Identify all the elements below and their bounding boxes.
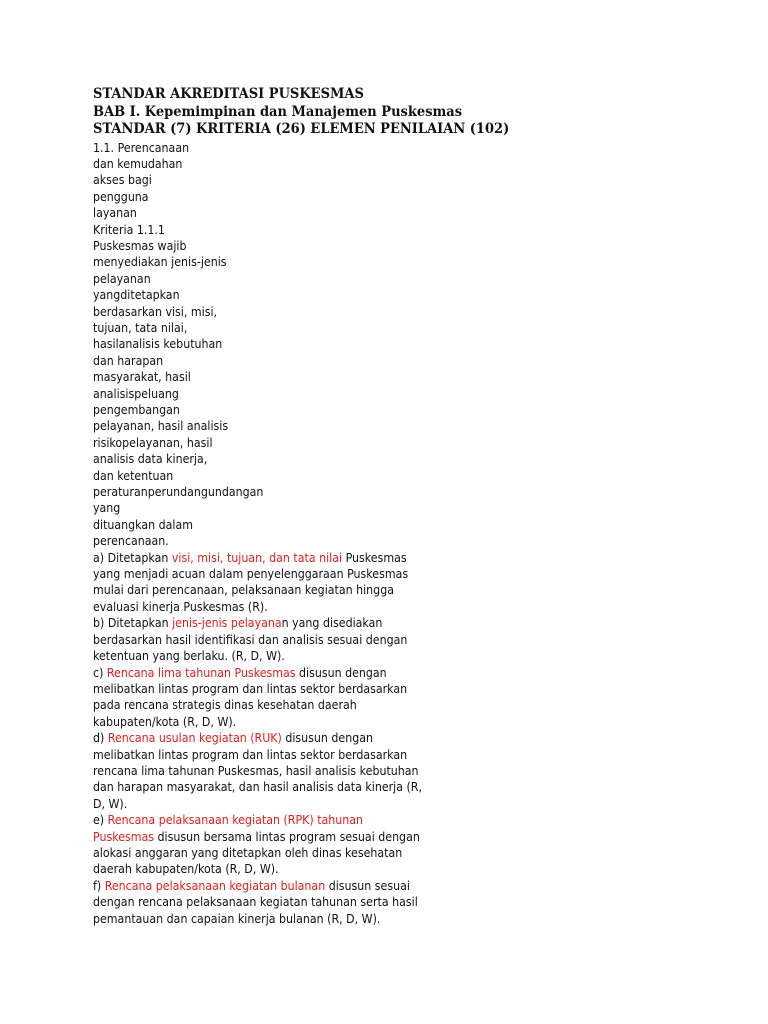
document-title: STANDAR AKREDITASI PUSKESMAS — [93, 86, 364, 102]
item-d-line: rencana lima tahunan Puskesmas, hasil analisis kebutuhan — [93, 763, 419, 778]
item-d-line: d) Rencana usulan kegiatan (RUK) disusun dengan — [93, 731, 373, 746]
item-f-line: pemantauan dan capaian kinerja bulanan (R, D, W). — [93, 911, 381, 926]
intro-line: dituangkan dalam — [93, 517, 194, 532]
item-b-line: ketentuan yang berlaku. (R, D, W). — [93, 649, 285, 664]
item-c-line: kabupaten/kota (R, D, W). — [93, 714, 237, 729]
item-b-line: berdasarkan hasil identifikasi dan analisis sesuai dengan — [93, 632, 408, 647]
item-e-line: e) Rencana pelaksanaan kegiatan (RPK) tahunan — [93, 813, 364, 828]
document-content — [93, 86, 513, 927]
highlighted-term: visi, misi, tujuan, dan tata nilai — [171, 550, 343, 565]
item-a-line: mulai dari perencanaan, pelaksanaan kegiatan hingga — [93, 583, 394, 598]
standard-summary: STANDAR (7) KRITERIA (26) ELEMEN PENILAIAN (102) — [93, 121, 510, 137]
intro-line: dan kemudahan — [93, 156, 183, 171]
intro-line: peraturanperundangundangan — [93, 485, 264, 500]
intro-line: tujuan, tata nilai, — [93, 320, 188, 335]
intro-line: 1.1. Perencanaan — [93, 140, 190, 155]
highlighted-term: Rencana pelaksanaan kegiatan bulanan — [104, 878, 326, 893]
intro-line: pengembangan — [93, 403, 180, 417]
highlighted-term: Rencana lima tahunan Puskesmas — [106, 665, 296, 680]
criteria-intro — [93, 140, 513, 550]
intro-line: Kriteria 1.1.1 — [93, 222, 165, 237]
item-d-line: D, W). — [93, 796, 128, 811]
item-a-line: a) Ditetapkan visi, misi, tujuan, dan tata nilai Puskesmas — [93, 550, 407, 565]
intro-line: layanan — [93, 206, 137, 221]
intro-line: menyediakan jenis-jenis — [93, 255, 227, 270]
intro-line: yang — [93, 501, 121, 516]
intro-line: analisispeluang — [93, 386, 179, 401]
intro-line: analisis data kinerja, — [93, 452, 208, 467]
item-e-line: daerah kabupaten/kota (R, D, W). — [93, 862, 279, 877]
intro-line: berdasarkan visi, misi, — [93, 304, 218, 319]
intro-line: dan ketentuan — [93, 468, 174, 483]
item-a-line: yang menjadi acuan dalam penyelenggaraan Puskesmas — [93, 567, 409, 582]
item-a-line: evaluasi kinerja Puskesmas (R). — [93, 599, 268, 614]
intro-line: yangditetapkan — [93, 288, 180, 303]
item-f-line: dengan rencana pelaksanaan kegiatan tahunan serta hasil — [93, 895, 418, 910]
intro-line: dan harapan — [93, 353, 164, 368]
item-c-line: melibatkan lintas program dan lintas sektor berdasarkan — [93, 681, 408, 696]
item-d-line: melibatkan lintas program dan lintas sektor berdasarkan — [93, 747, 408, 762]
item-e-line: Puskesmas disusun bersama lintas program sesuai dengan — [93, 829, 420, 844]
document-body — [93, 140, 513, 928]
intro-line: pelayanan — [93, 271, 151, 286]
intro-line: pengguna — [93, 189, 149, 204]
chapter-title: BAB I. Kepemimpinan dan Manajemen Puskesmas — [93, 103, 463, 120]
item-e-line: alokasi anggaran yang ditetapkan oleh dinas kesehatan — [93, 845, 403, 860]
highlighted-term: Rencana usulan kegiatan (RUK) — [107, 731, 282, 746]
intro-line: Puskesmas wajib — [93, 238, 187, 253]
intro-line: risikopelayanan, hasil — [93, 435, 213, 450]
item-c-line: pada rencana strategis dinas kesehatan daerah — [93, 698, 357, 713]
item-b-line: b) Ditetapkan jenis-jenis pelayanan yang disediakan — [93, 616, 383, 631]
highlighted-term: jenis-jenis pelayana — [172, 616, 282, 631]
item-f-line: f) Rencana pelaksanaan kegiatan bulanan disusun sesuai — [93, 878, 410, 893]
intro-line: masyarakat, hasil — [93, 370, 191, 385]
intro-line: akses bagi — [93, 173, 152, 188]
intro-line: perencanaan. — [93, 534, 169, 549]
item-c-line: c) Rencana lima tahunan Puskesmas disusun dengan — [93, 665, 387, 680]
intro-line: pelayanan, hasil analisis — [93, 419, 229, 434]
intro-line: hasilanalisis kebutuhan — [93, 337, 223, 352]
item-d-line: dan harapan masyarakat, dan hasil analisis data kinerja (R, — [93, 780, 422, 795]
highlighted-term: Puskesmas — [93, 829, 155, 844]
highlighted-term: Rencana pelaksanaan kegiatan (RPK) tahunan — [107, 813, 364, 828]
